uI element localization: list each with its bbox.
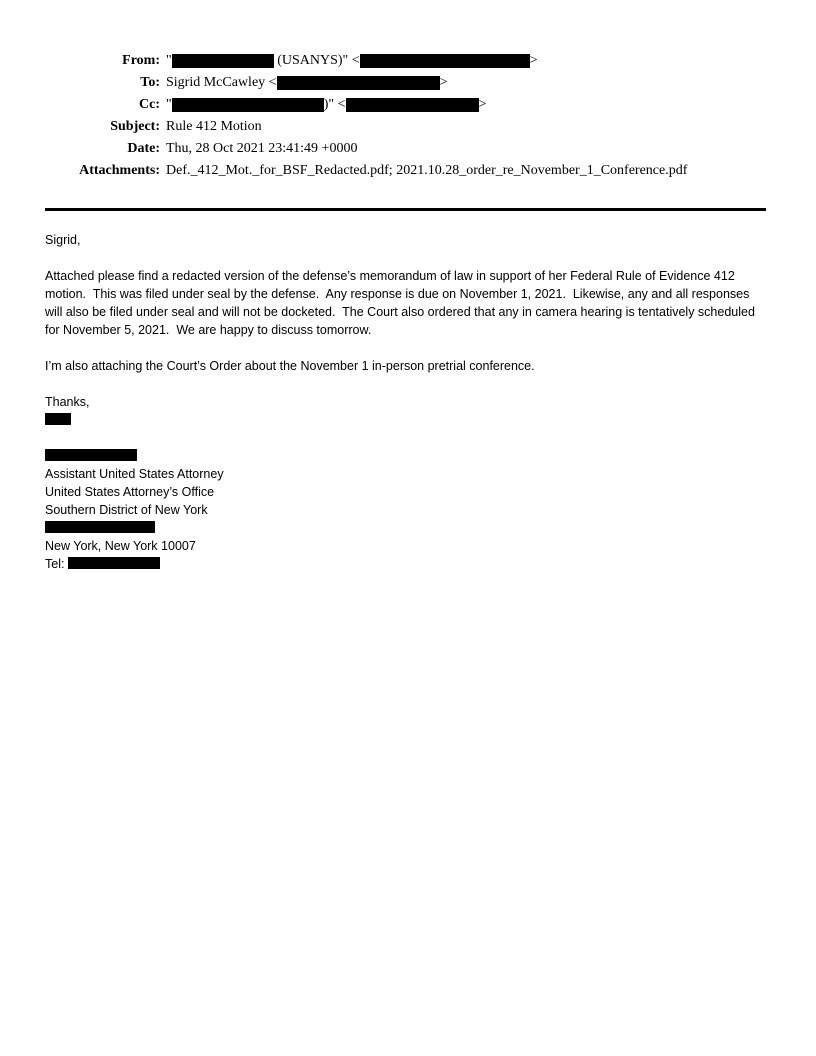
closing: Thanks, (45, 395, 90, 409)
header-row-to (45, 72, 766, 94)
signer-phone (45, 555, 766, 573)
text-segment: Thu, 28 Oct 2021 23:41:49 +0000 (166, 141, 358, 156)
attachments-value (166, 160, 687, 182)
text-segment: New York, New York 10007 (45, 539, 196, 553)
from-label: From: (122, 53, 160, 68)
text-segment: (USANYS)" < (273, 53, 360, 68)
signature-block (45, 447, 766, 573)
signer-address-redacted (45, 519, 766, 537)
text-segment: Rule 412 Motion (166, 119, 262, 134)
date-label: Date: (127, 141, 160, 156)
text-segment: Sigrid McCawley < (166, 75, 277, 90)
signature-spacer (45, 429, 766, 447)
redaction-bar (172, 54, 274, 68)
to-value (166, 72, 447, 94)
signer-city (45, 537, 766, 555)
email-body (45, 231, 766, 573)
redaction-bar (45, 521, 155, 533)
to-label: To: (140, 75, 160, 90)
greeting: Sigrid, (45, 233, 81, 247)
signer-district (45, 501, 766, 519)
text-segment: > (529, 53, 538, 68)
signer-office (45, 483, 766, 501)
paragraph-2: I’m also attaching the Court’s Order about the November 1 in-person pretrial conference. (45, 359, 535, 373)
signer-name-redacted (45, 447, 766, 465)
header-row-date (45, 138, 766, 160)
subject-value (166, 116, 262, 138)
redaction-bar (45, 413, 71, 425)
subject-label: Subject: (110, 119, 160, 134)
email-header (45, 50, 766, 182)
header-divider (45, 208, 766, 211)
signer-title (45, 465, 766, 483)
from-value (166, 50, 538, 72)
redaction-bar (68, 557, 160, 569)
text-segment: > (478, 97, 487, 112)
header-row-from (45, 50, 766, 72)
redaction-bar (277, 76, 440, 90)
text-segment: Southern District of New York (45, 503, 208, 517)
sender-first-name-redacted (45, 411, 766, 429)
text-segment: Tel: (45, 557, 68, 571)
text-segment: United States Attorney’s Office (45, 485, 215, 499)
text-segment: > (439, 75, 448, 90)
date-value (166, 138, 357, 160)
header-row-subject (45, 116, 766, 138)
cc-value (166, 94, 486, 116)
text-segment: Assistant United States Attorney (45, 467, 224, 481)
text-segment: )" < (323, 97, 346, 112)
redaction-bar (45, 449, 137, 461)
redaction-bar (172, 98, 324, 112)
redaction-bar (346, 98, 479, 112)
header-row-attachments (45, 160, 766, 182)
header-row-cc (45, 94, 766, 116)
text-segment: " (166, 53, 172, 68)
text-segment: " (166, 97, 172, 112)
text-segment: Def._412_Mot._for_BSF_Redacted.pdf; 2021.10.28_order_re_November_1_Conference.pdf (166, 163, 688, 178)
redaction-bar (360, 54, 530, 68)
paragraph-1: Attached please find a redacted version of the defense’s memorandum of law in support of her Federal Rule of Evidence 412 motion. This was filed under seal by the defense. Any response is due on November 1, 2021. Likewise, any and all responses will also be filed under seal and will not be docketed. The Court also ordered that any in camera hearing is tentatively scheduled for November 5, 2021. We are happy to discuss tomorrow. (45, 269, 755, 337)
attachments-label: Attachments: (79, 163, 160, 178)
cc-label: Cc: (139, 97, 160, 112)
